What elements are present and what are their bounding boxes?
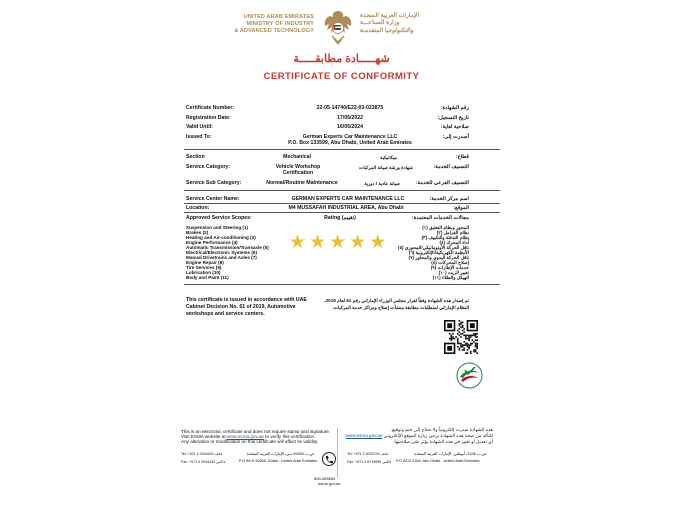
service-category-line-1: Vehicle Workshop	[275, 164, 321, 170]
location-value: M4 MUSSAFAH INDUSTRIAL AREA, Abu Dhabi	[288, 205, 404, 211]
quality-mark-logo-icon	[456, 362, 483, 389]
scope-item: Engine Performance (4)	[186, 240, 238, 245]
statement-line-2: Cabinet Decision No. 61 of 2019, Automotive	[186, 304, 296, 310]
section-label-ar: قطاع:	[455, 154, 469, 160]
scope-item: Body and Paint (11)	[186, 275, 229, 280]
footer-note-text: to verify this certification.	[263, 434, 316, 439]
ministry-line-1: UNITED ARAB EMIRATES	[243, 14, 314, 20]
certificate-number-label: Certificate Number:	[186, 105, 235, 111]
certificate-number-label-ar: رقم الشهادة:	[440, 105, 469, 111]
section-value: Mechanical	[283, 154, 311, 160]
approved-scopes-label: Approved Service Scopes:	[186, 215, 252, 221]
dubai-tel: Tel: +971 4 2944420 هاتف	[181, 452, 223, 456]
dubai-po-ar: ص.ب 40666 دبي، الإمارات العربية المتحدة	[246, 452, 314, 456]
footer-note-ar-line-3: أي تعديل أو تغيير في هذه الشهادة يؤثر على صلاحيتها.	[393, 439, 493, 444]
service-sub-category-label: Service Sub Category:	[186, 180, 242, 186]
section-value-ar: ميكانيكية	[380, 155, 397, 160]
star-icon: ★	[329, 232, 347, 253]
dubai-fax: Fax: +971 4 2944434 فاكس	[181, 460, 226, 464]
issued-to-label: Issued To:	[186, 134, 212, 140]
star-icon: ★	[349, 232, 367, 253]
service-sub-category-value-ar: صيانة عادية / دورية	[364, 181, 400, 186]
uae-falcon-emblem-icon	[321, 8, 355, 46]
footer-website[interactable]: esma.gov.ae	[318, 481, 341, 486]
star-icon: ★	[369, 232, 387, 253]
certificate-title: CERTIFICATE OF CONFORMITY	[263, 71, 420, 82]
scope-item: Manual Drivetrains and Axles (7)	[186, 255, 257, 260]
scope-item-ar: نظام التدفئة والتكييف (٣)	[421, 235, 469, 240]
ministry-ar-line-2: وزارة الصناعـــة	[360, 20, 400, 27]
rating-label: Rating (تقييم)	[324, 215, 356, 221]
abu-dhabi-po-ar: ص.ب 2166، أبوظبي، الإمارات العربية المتحدة	[413, 452, 486, 456]
service-category-value-ar: شهادة ورشة صيانة المركبات	[359, 165, 413, 170]
footer-note-ar-line-1: هذه الشهادة صدرت إلكترونياً ولا تحتاج إلى ختم وتوقيع.	[390, 427, 493, 432]
service-center-name-label-ar: اسم مركز الخدمة:	[429, 196, 469, 202]
service-category-label: Service Category:	[186, 164, 231, 170]
statement-line-3: workshops and service centers.	[186, 311, 265, 317]
abu-dhabi-po-en: P.O BOX 2166, Abu Dhabi - United Arab Emirates	[396, 459, 480, 463]
service-category-line-2: Certification	[282, 170, 314, 176]
valid-until-value: 16/05/2024	[337, 124, 363, 130]
footer-note-line-1: This is an electronic certificate and does not require stamp and signature.	[181, 429, 331, 434]
scope-item-ar: الهيكل والطلاء (١١)	[432, 275, 469, 280]
valid-until-label: Valid Until:	[186, 124, 213, 130]
service-sub-category-label-ar: التصنيف الفرعي للخدمة:	[415, 180, 469, 186]
certificate-number-value: 22-05-14740/E22-03-023875	[316, 105, 384, 111]
ministry-ar-line-1: الإمارات العربية المتحدة	[360, 13, 420, 19]
issued-to-address: P.O. Box 133599, Abu Dhabi, United Arab Emirates	[288, 140, 412, 146]
certificate-title-ar: شهـــــادة مطابقـــــة	[293, 53, 390, 65]
esma-website-link-ar[interactable]: www.esma.gov.ae	[345, 433, 383, 438]
section-label: Section	[186, 154, 205, 160]
scope-item-ar: الأنظمة الكهربائية/الإلكترونية (٦)	[408, 250, 469, 255]
scope-item-ar: ناقل الحركة الأوتوماتيكي/المحوري (٥)	[398, 245, 469, 250]
qr-code[interactable]	[444, 320, 478, 354]
phone-icon	[322, 452, 336, 466]
statement-ar-line-1: تم إصدار هذه الشهادة وفقاً لقرار مجلس الوزراء الإماراتي رقم 61 لعام 2019،	[324, 298, 469, 303]
divider	[184, 149, 500, 150]
footer-note-line-3: Any alteration or modification on this certificate will affect its validity.	[181, 439, 319, 444]
scope-item-ar: أداء المحرك (٤)	[439, 240, 469, 245]
location-label: Location:	[186, 205, 210, 211]
scope-item-ar: نظام الفرامل (٢)	[436, 230, 469, 235]
scope-item: Brakes (2)	[186, 230, 209, 235]
service-category-label-ar: التصنيف الخدمة:	[433, 164, 469, 170]
scope-item-ar: إصلاح المحركات (٨)	[431, 260, 469, 265]
scope-item-ar: ناقل الحركة اليدوي والمحاور (٧)	[408, 255, 469, 260]
service-center-name-value: GERMAN EXPERTS CAR MAINTENANCE LLC	[291, 196, 405, 202]
divider	[184, 284, 500, 285]
scope-item: Electrical/Electronic Systems (6)	[186, 250, 257, 255]
valid-until-label-ar: صلاحية لغاية:	[440, 124, 469, 130]
scope-item: Tire Services (9)	[186, 265, 222, 270]
footer-divider	[337, 428, 338, 478]
registration-date-label: Registration Date:	[186, 115, 231, 121]
approved-scopes-label-ar: مجالات الخدمات المعتمدة:	[411, 215, 469, 221]
scope-item: Heating and Air-conditioning (3)	[186, 235, 256, 240]
ministry-ar-line-3: والتكنولوجيا المتقدمـة	[360, 27, 414, 34]
ministry-name-en	[228, 14, 314, 34]
service-center-name-label: Service Center Name:	[186, 196, 240, 202]
statement-line-1: This certificate is issued in accordance with UAE	[186, 297, 307, 303]
abu-dhabi-fax: Fax: +971 2 6719999 فاكس	[347, 460, 392, 464]
issued-to-label-ar: أصدرت إلى:	[442, 134, 469, 140]
abu-dhabi-tel: Tel: +971 2 4032700 هاتف	[347, 452, 389, 456]
scope-item: Engine Repair (8)	[186, 260, 224, 265]
issued-to-name: German Experts Car Maintenance LLC	[302, 134, 398, 140]
toll-free-number: 600-565554	[314, 476, 336, 481]
rating-stars	[289, 233, 386, 252]
ministry-line-2: MINISTRY OF INDUSTRY	[246, 20, 314, 27]
dubai-po-en: P.O BOX 40666, Dubai - United Arab Emirates	[239, 459, 318, 463]
location-label-ar: الموقع:	[453, 205, 469, 211]
footer-note-ar-line-2	[346, 433, 493, 438]
scope-item: Lubrication (10)	[186, 270, 221, 275]
statement-ar-line-2: النظام الإماراتي لمتطلبات مطابقة منشآت إصلاح ومراكز خدمة المركبات.	[332, 305, 469, 310]
ministry-name-ar	[360, 13, 456, 35]
registration-date-value: 17/05/2022	[337, 115, 363, 121]
esma-website-link[interactable]: www.esma.gov.ae	[226, 434, 264, 439]
star-icon: ★	[289, 232, 307, 253]
scope-item: Suspension and Steering (1)	[186, 225, 249, 230]
star-icon: ★	[309, 232, 327, 253]
footer-note-ar-text: للتأكد من صحة هذه الشهادة يرجى زيارة الموقع الإلكتروني	[383, 433, 493, 438]
divider	[184, 212, 500, 213]
footer-note-text: Visit ESMA website at	[181, 434, 227, 439]
scope-item-ar: خدمات الإطارات (٩)	[430, 265, 469, 270]
service-sub-category-value: Normal/Routine Maintenance	[266, 180, 338, 186]
scope-item-ar: تغيير الزيت (١٠)	[438, 270, 469, 275]
registration-date-label-ar: تاريخ التسجيل:	[437, 115, 469, 121]
divider	[184, 203, 500, 204]
scope-item: Automatic Transmission/Transaxle (5)	[186, 245, 269, 250]
ministry-line-3: & ADVANCED TECHNOLOGY	[234, 27, 314, 34]
divider	[184, 190, 500, 191]
scope-item-ar: المحور ونظام التعليق (١)	[422, 225, 469, 230]
